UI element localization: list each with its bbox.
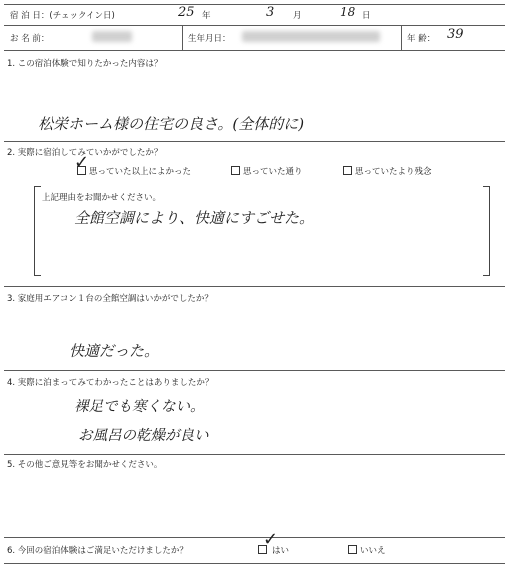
q2-option-3-label: 思っていたより残念 xyxy=(355,167,432,177)
q3-answer: 快適だった。 xyxy=(69,342,160,360)
year-value: 25 xyxy=(178,5,195,20)
q2-option-3-checkbox[interactable] xyxy=(343,166,352,175)
month-unit: 月 xyxy=(293,11,302,21)
q2-divider xyxy=(4,286,505,287)
header-bottom xyxy=(4,50,505,51)
q2-question: 2. 実際に宿泊してみていかがでしたか？ xyxy=(7,148,163,158)
age-value: 39 xyxy=(447,27,464,42)
q2-reason-answer: 全館空調により、快適にすごせた。 xyxy=(74,209,315,227)
q3-divider xyxy=(4,370,505,371)
name-divider xyxy=(182,25,183,50)
q1-question: 1. この宿泊体験で知りたかった内容は？ xyxy=(7,59,163,69)
q5-question: 5. その他ご意見等をお聞かせください。 xyxy=(7,460,163,470)
q2-check-mark: ✓ xyxy=(74,152,90,173)
day-value: 18 xyxy=(340,5,356,19)
reason-label: 上記理由をお聞かせください。 xyxy=(42,193,162,203)
q4-answer-1: 裸足でも寒くない。 xyxy=(74,399,205,415)
birthdate-redacted xyxy=(242,31,380,42)
q6-no-label: いいえ xyxy=(360,546,386,556)
q5-divider xyxy=(4,537,505,538)
age-label: 年 齢： xyxy=(407,34,436,44)
reason-bracket-left xyxy=(34,186,41,276)
reason-bracket-right xyxy=(483,186,490,276)
q4-question: 4. 実際に泊まってみてわかったことはありましたか？ xyxy=(7,378,214,388)
age-divider xyxy=(401,25,402,50)
name-redacted xyxy=(92,31,132,42)
q4-divider xyxy=(4,454,505,455)
q3-question: 3. 家庭用エアコン１台の全館空調はいかがでしたか？ xyxy=(7,294,213,304)
birthdate-label: 生年月日： xyxy=(188,34,231,44)
q6-check-mark: ✓ xyxy=(263,529,279,550)
year-unit: 年 xyxy=(202,11,211,21)
name-label: お 名 前： xyxy=(10,34,50,44)
month-value: 3 xyxy=(266,5,275,20)
stay-date-label: 宿 泊 日：(チェックイン日) xyxy=(10,11,115,21)
q6-yes-label: はい xyxy=(272,546,290,556)
q4-answer-2: お風呂の乾燥が良い xyxy=(78,428,209,444)
q2-option-2-label: 思っていた通り xyxy=(243,167,303,177)
q6-question: 6. 今回の宿泊体験はご満足いただけましたか？ xyxy=(7,546,188,556)
top-border xyxy=(4,4,505,5)
q2-option-1-label: 思っていた以上によかった xyxy=(89,167,192,177)
q1-answer: 松栄ホーム様の住宅の良さ。(全体的に) xyxy=(38,115,305,133)
bottom-border xyxy=(4,563,505,564)
day-unit: 日 xyxy=(362,11,371,21)
q1-divider xyxy=(4,141,505,142)
q2-option-2-checkbox[interactable] xyxy=(231,166,240,175)
header-divider xyxy=(4,25,505,26)
q6-no-checkbox[interactable] xyxy=(348,545,357,554)
